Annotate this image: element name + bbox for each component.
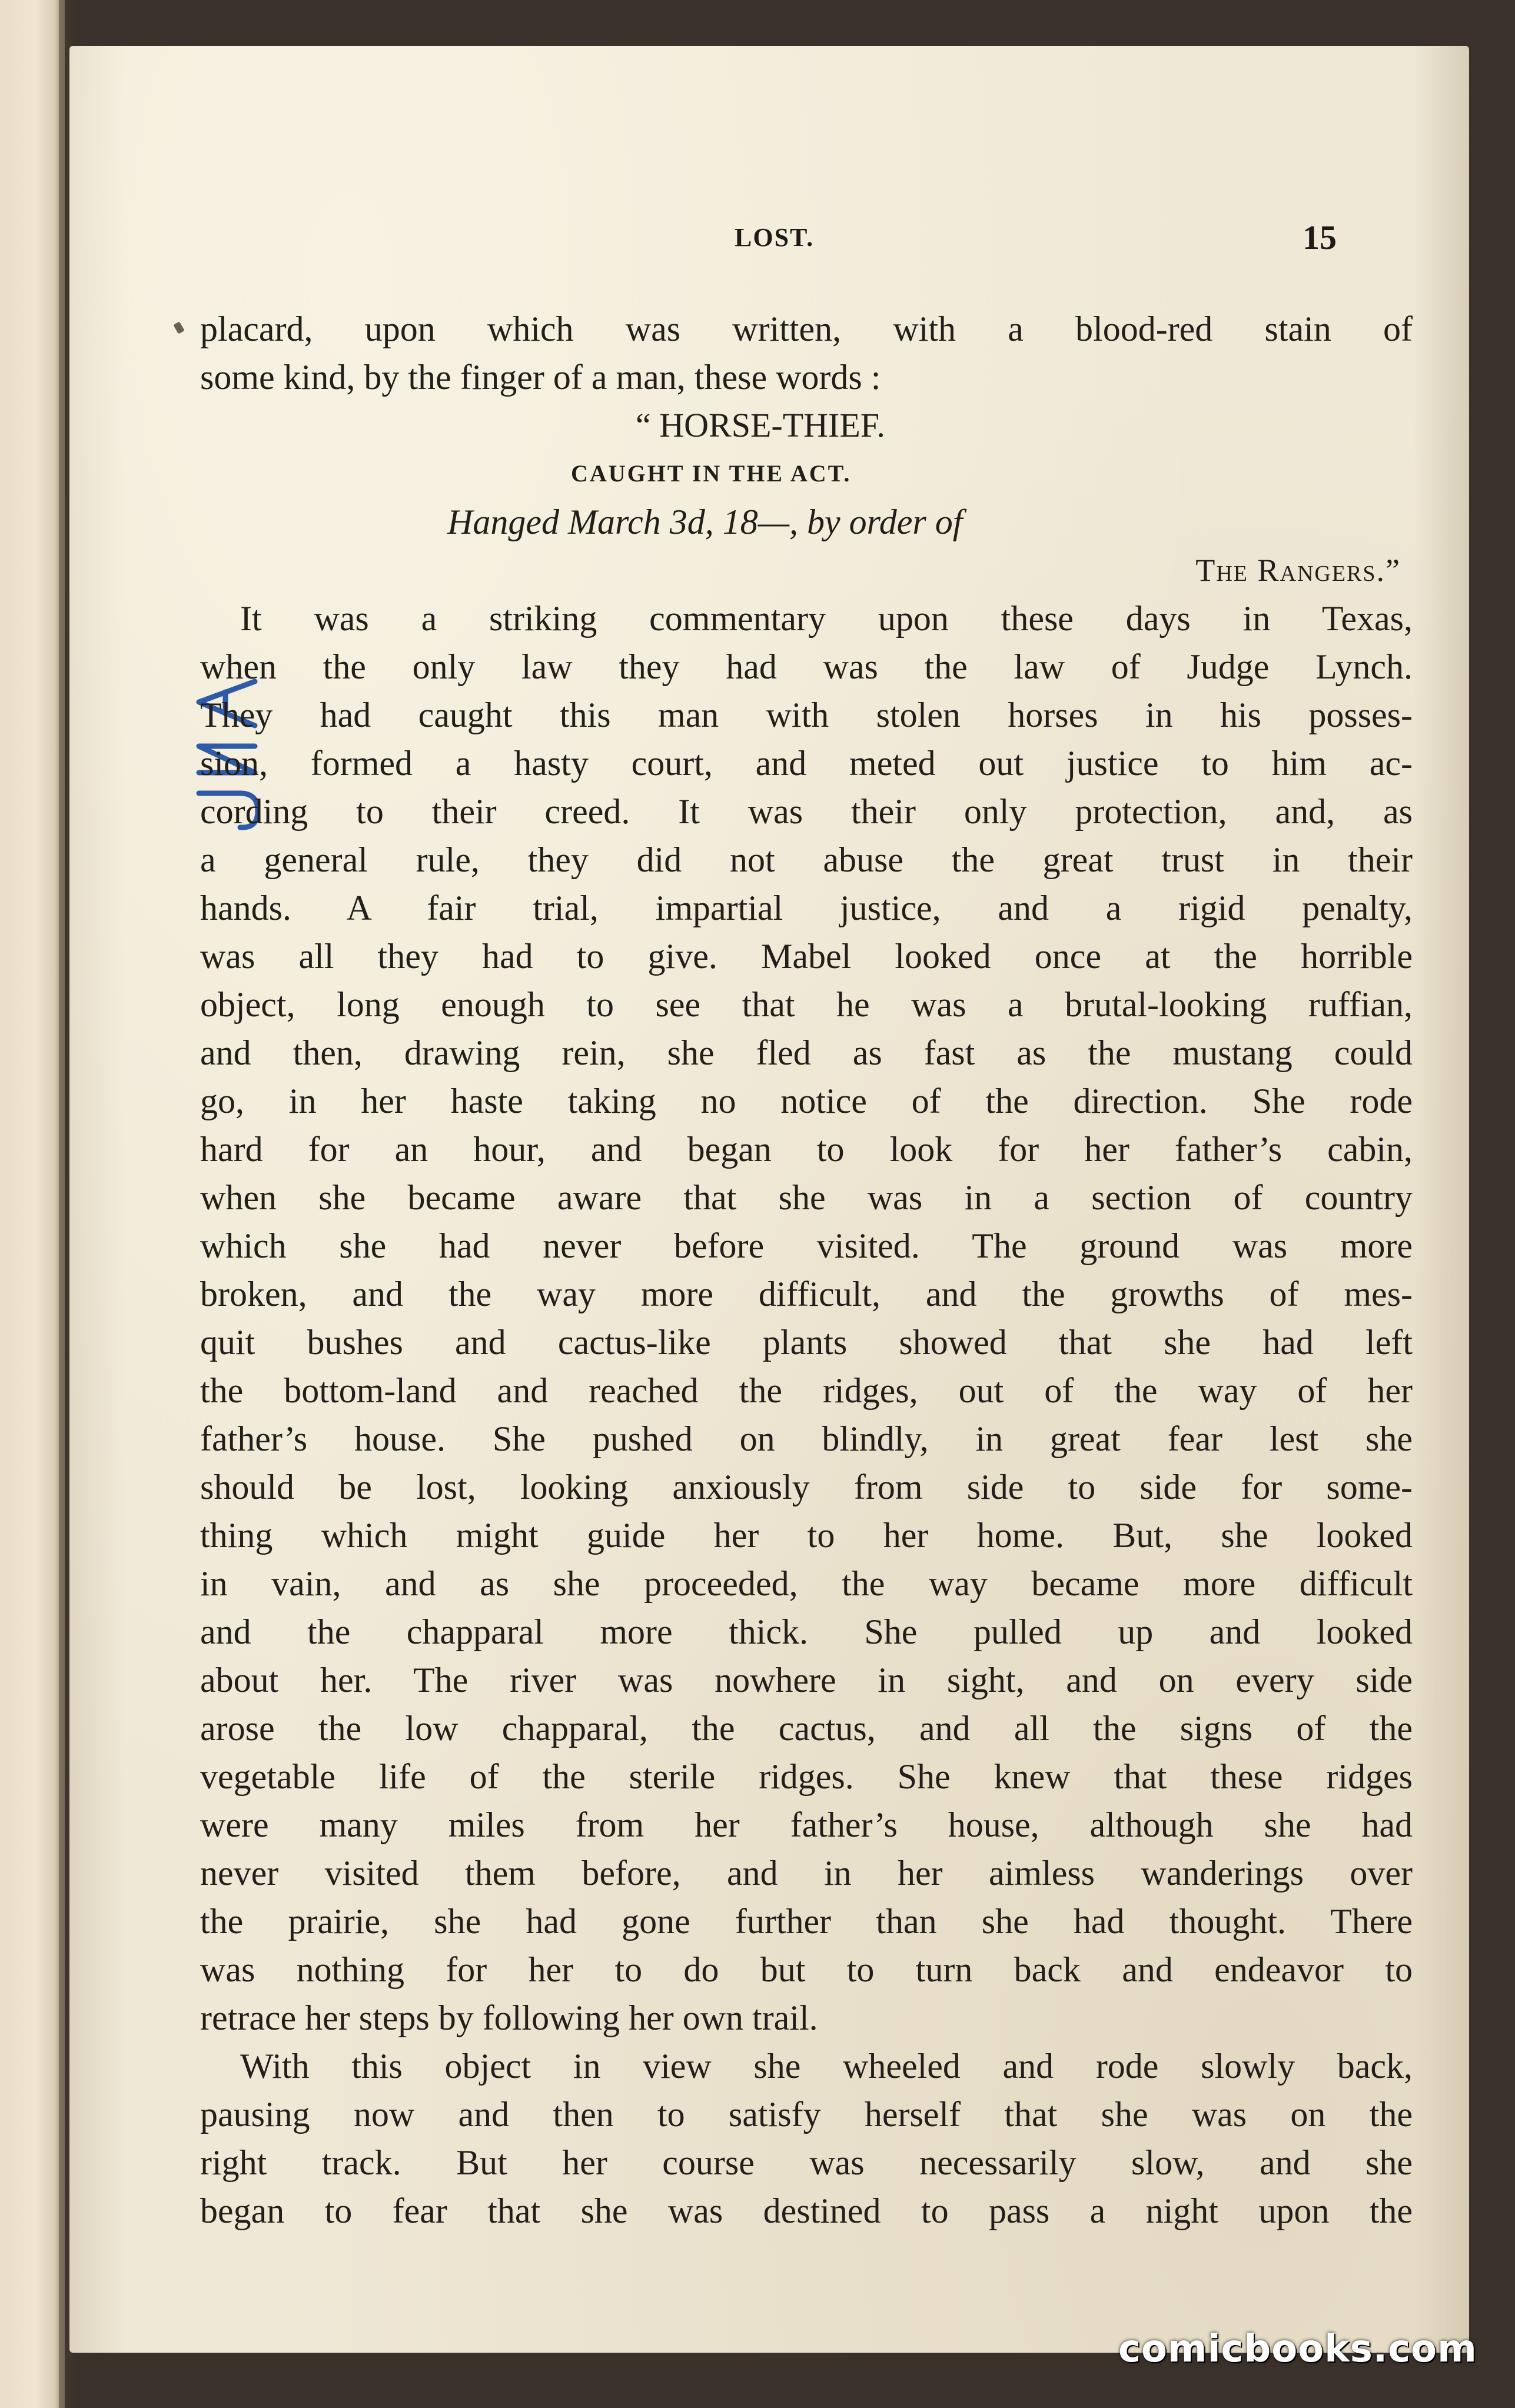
text-line: It was a striking commentary upon these days in Texas, xyxy=(240,599,1413,638)
placard-inscription xyxy=(200,401,1413,594)
text-line: quit bushes and cactus-like plants showed that she had left xyxy=(200,1323,1413,1362)
text-line: when the only law they had was the law of Judge Lynch. xyxy=(200,647,1413,686)
text-line: never visited them before, and in her aimless wanderings over xyxy=(200,1854,1413,1893)
margin-mark xyxy=(173,321,184,334)
page-number: 15 xyxy=(1303,218,1337,257)
placard-title: “ HORSE-THIEF. xyxy=(636,406,885,444)
text-line: a general rule, they did not abuse the great trust in their xyxy=(200,840,1413,879)
text-line: and then, drawing rein, she fled as fast as the mustang could xyxy=(200,1033,1413,1072)
text-line: some kind, by the finger of a man, these words : xyxy=(200,358,881,397)
book-page xyxy=(69,46,1469,2353)
placard-signature: The Rangers.” xyxy=(1195,553,1401,588)
text-line: retrace her steps by following her own trail. xyxy=(200,1998,818,2037)
text-line: in vain, and as she proceeded, the way became more difficult xyxy=(200,1564,1413,1603)
text-line: object, long enough to see that he was a brutal-looking ruffian, xyxy=(200,985,1413,1024)
text-line: With this object in view she wheeled and rode slowly back, xyxy=(240,2047,1413,2086)
text-line: which she had never before visited. The ground was more xyxy=(200,1226,1413,1265)
text-line: placard, upon which was written, with a blood-red stain of xyxy=(200,310,1413,348)
facing-page-edge xyxy=(0,0,65,2408)
placard-sentence: Hanged March 3d, 18—, by order of xyxy=(447,503,963,541)
paragraph-1 xyxy=(200,594,1413,2042)
text-line: thing which might guide her to her home. But, she looked xyxy=(200,1516,1413,1555)
text-line: They had caught this man with stolen horses in his posses- xyxy=(200,696,1413,734)
text-line: hard for an hour, and began to look for her father’s cabin, xyxy=(200,1130,1413,1169)
watermark: comicbooks.com xyxy=(1118,2327,1477,2371)
running-head: LOST. xyxy=(735,223,815,252)
text-line: and the chapparal more thick. She pulled up and looked xyxy=(200,1612,1413,1651)
text-line: pausing now and then to satisfy herself that she was on the xyxy=(200,2095,1413,2134)
text-line: was all they had to give. Mabel looked once at the horrible xyxy=(200,937,1413,976)
text-line: about her. The river was nowhere in sight, and on every side xyxy=(200,1661,1413,1699)
text-line: should be lost, looking anxiously from side to side for some- xyxy=(200,1468,1413,1506)
text-line: were many miles from her father’s house, although she had xyxy=(200,1805,1413,1844)
text-line: go, in her haste taking no notice of the direction. She rode xyxy=(200,1082,1413,1120)
text-line: the bottom-land and reached the ridges, out of the way of her xyxy=(200,1371,1413,1410)
text-line: broken, and the way more difficult, and the growths of mes- xyxy=(200,1275,1413,1313)
text-line: hands. A fair trial, impartial justice, and a rigid penalty, xyxy=(200,889,1413,927)
text-line: right track. But her course was necessarily slow, and she xyxy=(200,2143,1413,2182)
text-line: father’s house. She pushed on blindly, in great fear lest she xyxy=(200,1419,1413,1458)
body-text xyxy=(200,305,1413,2235)
text-line: cording to their creed. It was their only protection, and, as xyxy=(200,792,1413,831)
paragraph-2 xyxy=(200,2042,1413,2235)
text-line: when she became aware that she was in a section of country xyxy=(200,1178,1413,1217)
text-line: the prairie, she had gone further than she had thought. There xyxy=(200,1902,1413,1941)
text-line: arose the low chapparal, the cactus, and all the signs of the xyxy=(200,1709,1413,1748)
page-header xyxy=(69,218,1469,264)
text-line: vegetable life of the sterile ridges. She knew that these ridges xyxy=(200,1757,1413,1796)
placard-subtitle: CAUGHT IN THE ACT. xyxy=(571,460,852,487)
text-line: began to fear that she was destined to pass a night upon the xyxy=(200,2191,1413,2230)
text-line: sion, formed a hasty court, and meted out justice to him ac- xyxy=(200,744,1413,783)
text-line: was nothing for her to do but to turn back and endeavor to xyxy=(200,1950,1413,1989)
